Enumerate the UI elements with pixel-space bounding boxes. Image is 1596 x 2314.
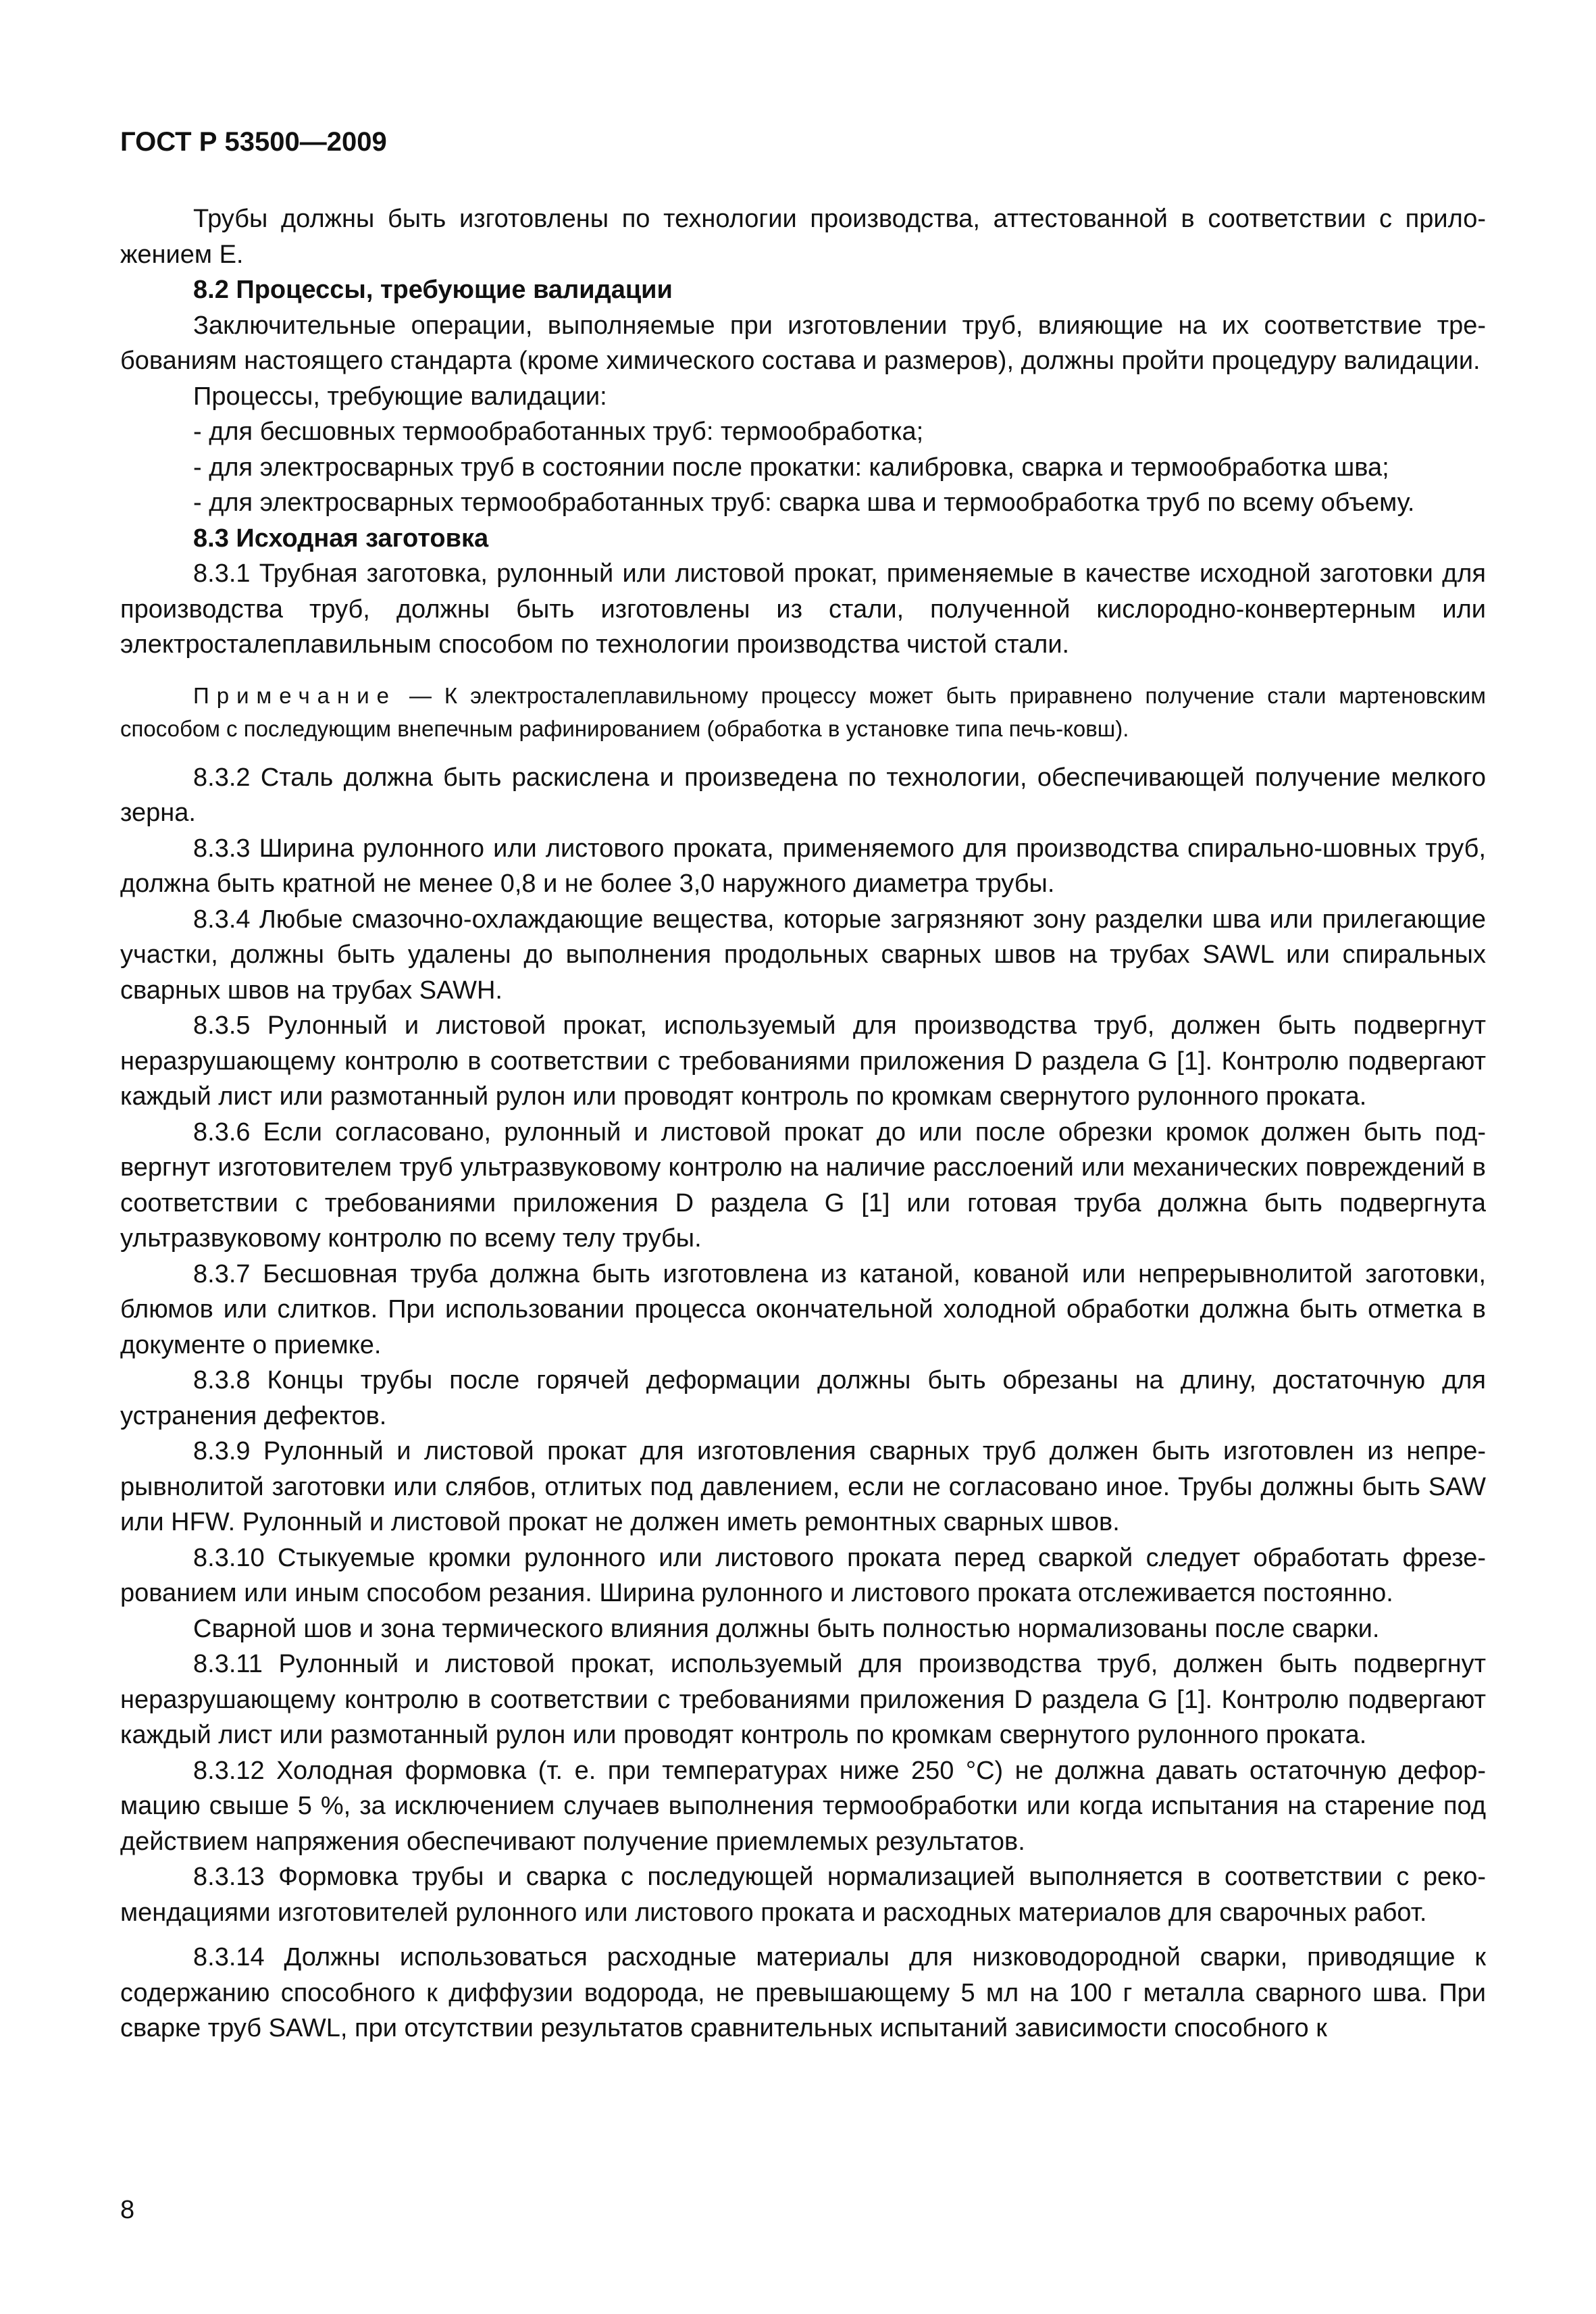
page-number: 8 — [120, 2196, 135, 2224]
paragraph-8-3-7: 8.3.7 Бесшовная труба должна быть изготовлена из катаной, кованой или непрерывнолитой заготовки, блюмов или слитков. При использовании процесса окончательной холодной обработки должна быть отметка в документе о приемке. — [120, 1259, 1486, 1359]
section-8-3-heading: 8.3 Исходная заготовка — [193, 524, 489, 553]
section-8-2-list-item-3: - для электросварных термообработанных труб: сварка шва и термообработка труб по всему объему. — [193, 488, 1415, 517]
paragraph-8-3-1: 8.3.1 Трубная заготовка, рулонный или листовой прокат, применяемые в качестве исходной заготовки для производства труб, должны быть изготовлены из стали, полученной кислородно-конвертерным или электросталеплавильным способом по технологии производства чистой стали. — [120, 559, 1486, 659]
note-block — [120, 679, 1486, 745]
section-8-2-paragraph-2: Процессы, требующие валидации: — [193, 382, 607, 411]
section-8-2-heading: 8.2 Процессы, требующие валидации — [193, 276, 673, 304]
paragraph-8-3-14: 8.3.14 Должны использоваться расходные материалы для низководородной сварки, приводящие к содержанию способного к диффузии водорода, не превышающему 5 мл на 100 г металла сварного шва. При сварке труб SAWL, при отсутствии результатов сравнительных испытаний зависимости способного к — [120, 1943, 1486, 2042]
paragraph-8-3-6: 8.3.6 Если согласовано, рулонный и листовой прокат до или после обрезки кромок должен быть подвергнут изготовителем труб ультразвуковому контролю на наличие расслоений или механических повреждений в соответствии с требованиями приложения D раздела G [1] или готовая труба должна быть подвергнута ультразвуковому контролю по всему телу трубы. — [120, 1117, 1486, 1253]
note-text: — К электросталеплавильному процессу может быть приравнено получение стали мартеновским способом с последующим внепечным рафинированием (обработка в установке типа печь-ковш). — [120, 682, 1486, 741]
paragraph-8-3-8: 8.3.8 Концы трубы после горячей деформации должны быть обрезаны на длину, достаточную для устранения дефектов. — [120, 1366, 1486, 1430]
intro-paragraph: Трубы должны быть изготовлены по технологии производства, аттестованной в соответствии с приложением Е. — [120, 205, 1486, 269]
standard-header: ГОСТ Р 53500—2009 — [120, 127, 387, 157]
section-8-2-paragraph-1: Заключительные операции, выполняемые при изготовлении труб, влияющие на их соответствие требованиям настоящего стандарта (кроме химического состава и размеров), должны пройти процедуру валидации. — [120, 311, 1486, 375]
paragraph-8-3-11: 8.3.11 Рулонный и листовой прокат, используемый для производства труб, должен быть подвергнут неразрушающему контролю в соответствии с требованиями приложения D раздела G [1]. Контролю подвергают каждый лист или размотанный рулон или проводят контроль по кромкам свернутого рулонного проката. — [120, 1650, 1486, 1749]
paragraph-8-3-10-continued: Сварной шов и зона термического влияния должны быть полностью нормализованы после сварки. — [193, 1614, 1380, 1643]
paragraph-8-3-13: 8.3.13 Формовка трубы и сварка с последующей нормализацией выполняется в соответствии с рекомендациями изготовителей рулонного или листового проката и расходных материалов для сварочных работ. — [120, 1863, 1486, 1927]
paragraph-8-3-5: 8.3.5 Рулонный и листовой прокат, используемый для производства труб, должен быть подвергнут неразрушающему контролю в соответствии с требованиями приложения D раздела G [1]. Контролю подвергают каждый лист или размотанный рулон или проводят контроль по кромкам свернутого рулонного проката. — [120, 1011, 1486, 1111]
document-body — [120, 201, 1486, 2046]
paragraph-8-3-4: 8.3.4 Любые смазочно-охлаждающие вещества, которые загрязняют зону разделки шва или прилегающие участки, должны быть удалены до выполнения продольных сварных швов на трубах SAWL или спиральных сварных швов на трубах SAWH. — [120, 905, 1486, 1005]
paragraph-8-3-10: 8.3.10 Стыкуемые кромки рулонного или листового проката перед сваркой следует обработать фрезерованием или иным способом резания. Ширина рулонного и листового проката отслеживается постоянно. — [120, 1543, 1486, 1607]
note-label: Примечание — [193, 682, 397, 708]
paragraph-8-3-12: 8.3.12 Холодная формовка (т. е. при температурах ниже 250 °С) не должна давать остаточную деформацию свыше 5 %, за исключением случаев выполнения термообработки или когда испытания на старение под действием напряжения обеспечивают получение приемлемых результатов. — [120, 1756, 1486, 1856]
paragraph-8-3-9: 8.3.9 Рулонный и листовой прокат для изготовления сварных труб должен быть изготовлен из непрерывнолитой заготовки или слябов, отлитых под давлением, если не согласовано иное. Трубы должны быть SAW или HFW. Рулонный и листовой прокат не должен иметь ремонтных сварных швов. — [120, 1437, 1486, 1536]
section-8-2-list-item-2: - для электросварных труб в состоянии после прокатки: калибровка, сварка и термообработка шва; — [193, 453, 1389, 482]
paragraph-8-3-2: 8.3.2 Сталь должна быть раскислена и произведена по технологии, обеспечивающей получение мелкого зерна. — [120, 763, 1486, 827]
paragraph-8-3-3: 8.3.3 Ширина рулонного или листового проката, применяемого для производства спирально-шовных труб, должна быть кратной не менее 0,8 и не более 3,0 наружного диаметра трубы. — [120, 834, 1486, 898]
section-8-2-list-item-1: - для бесшовных термообработанных труб: термообработка; — [193, 418, 924, 446]
